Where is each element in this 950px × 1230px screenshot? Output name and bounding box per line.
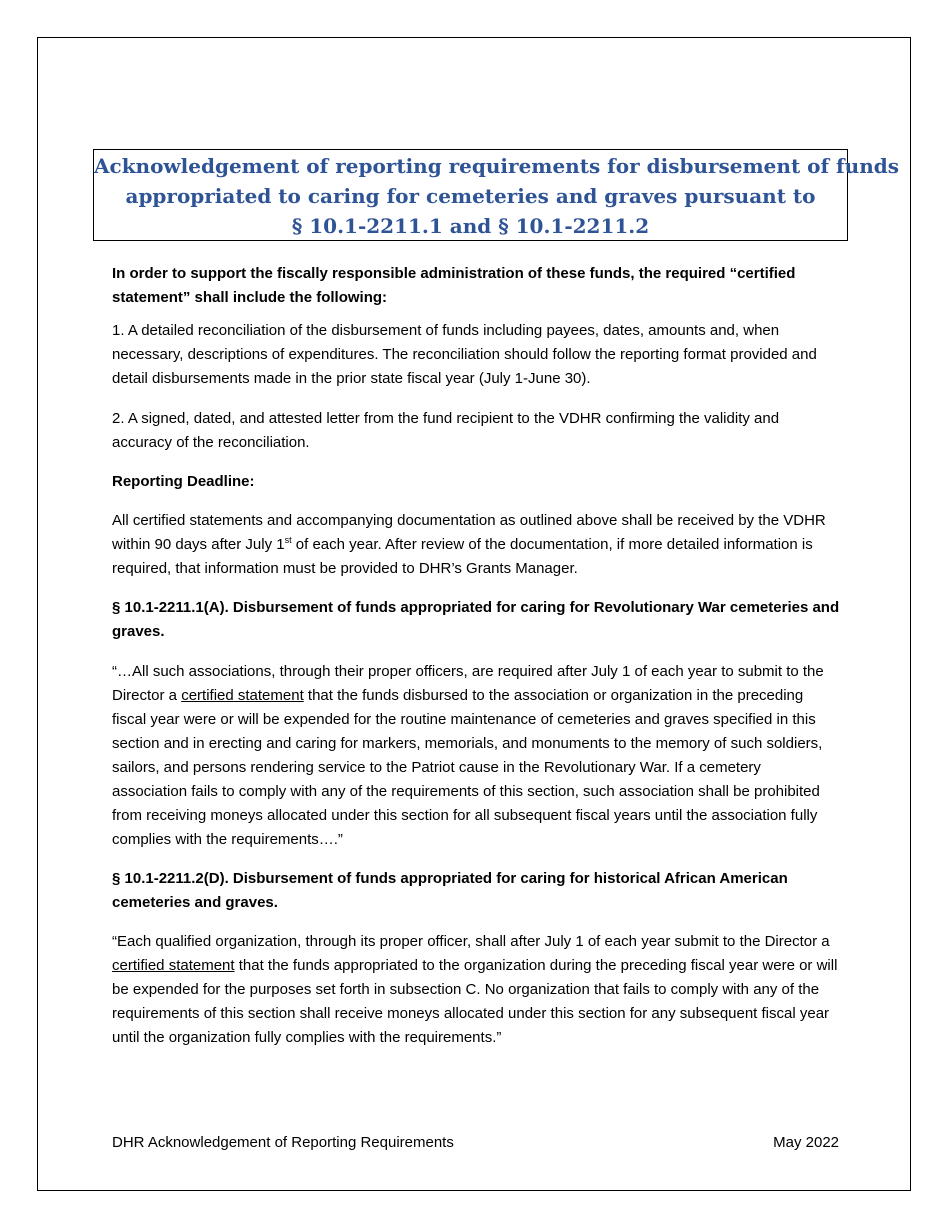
deadline-text-start: All certified statements and accompanying documentation as outlined above shall be received by the VDHR within 90 days after July 1 <box>112 512 826 553</box>
deadline-text-end: of each year. After review of the documentation, if more detailed information is required, that information must be provided to DHR’s Grants Manager. <box>112 536 813 577</box>
requirement-item-2: 2. A signed, dated, and attested letter from the fund recipient to the VDHR confirming the validity and accuracy of the reconciliation. <box>112 410 780 451</box>
section-a-certified-statement: certified statement <box>181 687 304 704</box>
page-footer <box>112 1131 839 1155</box>
document-title-line-1: Acknowledgement of reporting requirements for disbursement of funds <box>94 154 899 178</box>
reporting-deadline-heading: Reporting Deadline: <box>112 473 255 490</box>
section-d-quote-end: that the funds appropriated to the organization during the preceding fiscal year were or will be expended for the purposes set forth in subsection C. No organization that fails to comply with any of the requirements of this section shall receive moneys allocated under this section for any subsequent fiscal year until the organization fully complies with the requirements.” <box>112 957 838 1046</box>
reporting-deadline-paragraph <box>112 509 840 581</box>
document-title-line-2: appropriated to caring for cemeteries and graves pursuant to <box>125 184 816 208</box>
footer-date: May 2022 <box>773 1134 839 1151</box>
section-d-quote <box>112 930 840 1050</box>
section-d-heading: § 10.1-2211.2(D). Disbursement of funds appropriated for caring for historical African American cemeteries and graves. <box>112 870 788 911</box>
section-d-quote-start: “Each qualified organization, through its proper officer, shall after July 1 of each year submit to the Director a <box>112 933 830 950</box>
requirement-item-1: 1. A detailed reconciliation of the disbursement of funds including payees, dates, amounts and, when necessary, descriptions of expenditures. The reconciliation should follow the reporting format provided and detail disbursements made in the prior state fiscal year (July 1-June 30). <box>112 322 817 387</box>
section-a-quote <box>112 660 840 852</box>
section-a-quote-end: that the funds disbursed to the association or organization in the preceding fiscal year were or will be expended for the routine maintenance of cemeteries and graves specified in this section and in erecting and caring for markers, memorials, and monuments to the memory of such soldiers, sailors, and persons rendering service to the Patriot cause in the Revolutionary War. If a cemetery association fails to comply with any of the requirements of this section, such association shall be prohibited from receiving moneys allocated under this section for all subsequent fiscal years until the association fully complies with the requirements….” <box>112 687 823 848</box>
deadline-superscript: st <box>284 535 292 545</box>
section-a-quote-start: “…All such associations, through their proper officers, are required after July 1 of each year to submit to the Director a <box>112 663 824 704</box>
document-title-box <box>93 149 899 241</box>
document-title-line-3: § 10.1-2211.1 and § 10.1-2211.2 <box>291 214 650 238</box>
section-a-heading: § 10.1-2211.1(A). Disbursement of funds appropriated for caring for Revolutionary War cemeteries and graves. <box>112 599 840 640</box>
document-body <box>112 262 840 1050</box>
section-d-certified-statement: certified statement <box>112 957 235 974</box>
footer-document-name: DHR Acknowledgement of Reporting Requirements <box>112 1134 454 1151</box>
intro-paragraph: In order to support the fiscally responsible administration of these funds, the required “certified statement” shall include the following: <box>112 265 796 306</box>
